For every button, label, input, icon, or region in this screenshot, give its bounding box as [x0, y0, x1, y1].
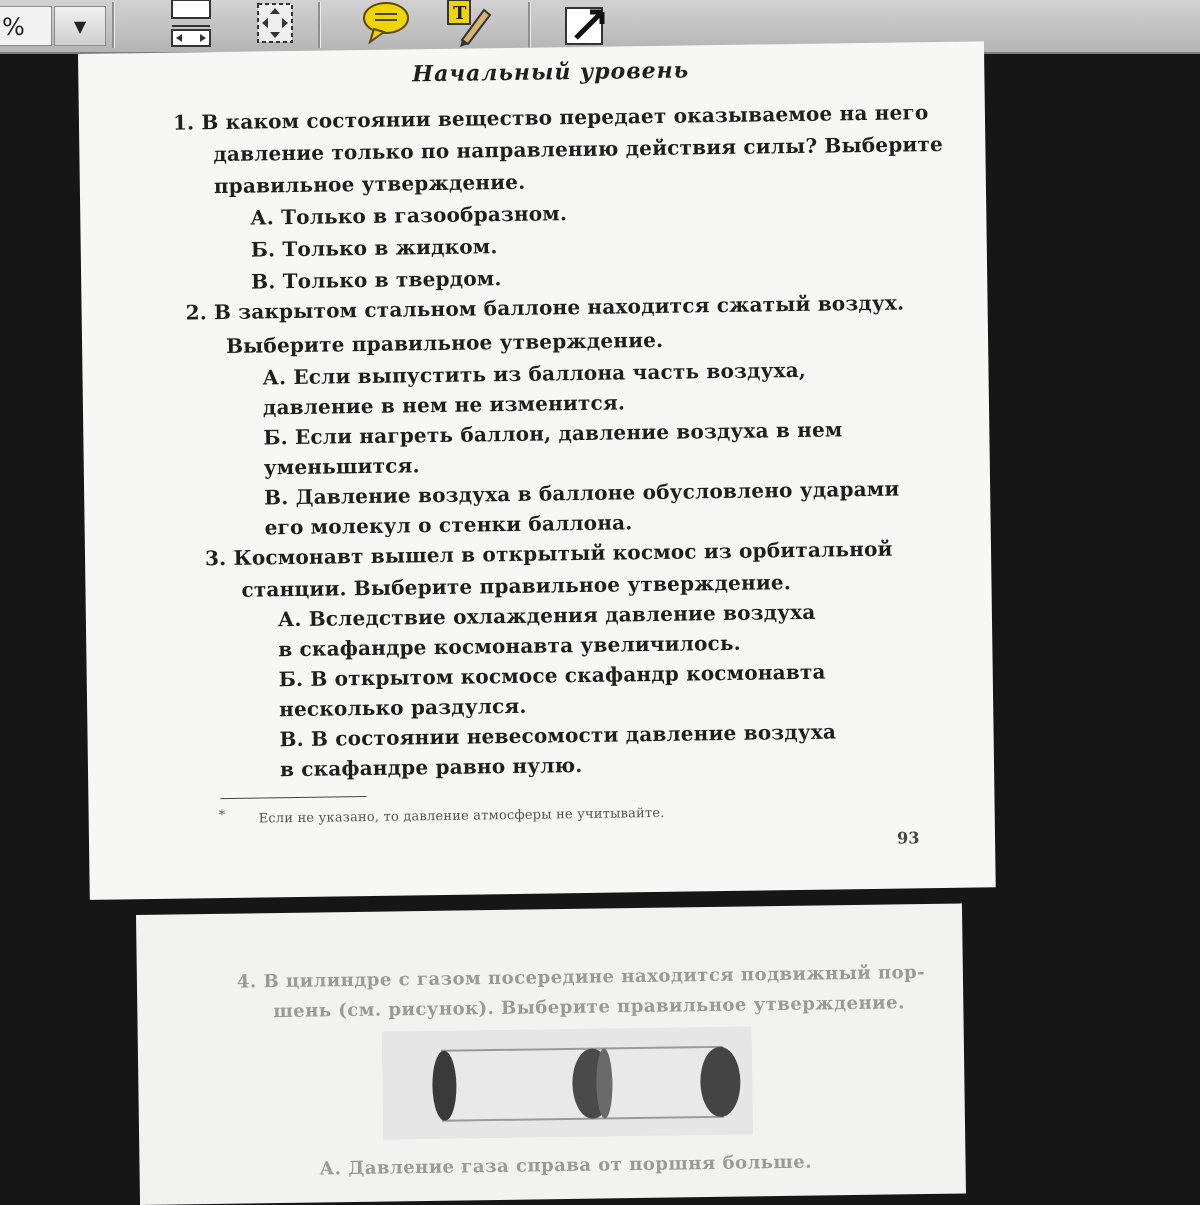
- export-icon: [560, 0, 616, 48]
- chevron-down-icon: ▼: [73, 17, 87, 36]
- fit-page-icon: [246, 0, 302, 48]
- q2-text-line-1: 2. В закрытом стальном баллоне находится сжатый воздух.: [185, 290, 905, 325]
- text-edit-button[interactable]: [440, 0, 496, 48]
- q1-option-a: А. Только в газообразном.: [250, 201, 568, 230]
- q2-option-b-line-1: Б. Если нагреть баллон, давление воздуха в нем: [263, 417, 843, 450]
- q2-option-a-line-1: А. Если выпустить из баллона часть воздуха,: [262, 357, 807, 390]
- q2-option-a-line-2: давление в нем не изменится.: [262, 390, 626, 420]
- document-page-next: [136, 903, 966, 1205]
- cylinder-icon: [382, 1026, 753, 1139]
- q3-option-c-line-2: в скафандре равно нулю.: [279, 753, 583, 782]
- page-number: 93: [896, 828, 920, 848]
- q3-text-line-1: 3. Космонавт вышел в открытый космос из орбитальной: [204, 536, 893, 571]
- q3-option-a-line-2: в скафандре космонавта увеличилось.: [278, 630, 741, 662]
- footnote-mark: *: [218, 808, 226, 824]
- q3-option-b-line-2: несколько раздулся.: [279, 693, 527, 722]
- section-title: Начальный уровень: [412, 57, 690, 88]
- fit-page-button[interactable]: [246, 0, 302, 48]
- svg-text:T: T: [453, 3, 467, 24]
- zoom-input[interactable]: %: [0, 6, 52, 46]
- zoom-dropdown-button[interactable]: [54, 6, 106, 46]
- footnote-text: Если не указано, то давление атмосферы не учитывайте.: [258, 805, 665, 827]
- q1-option-c: В. Только в твердом.: [251, 266, 502, 294]
- q1-text-line-3: правильное утверждение.: [213, 169, 526, 199]
- toolbar-separator: [528, 2, 531, 48]
- q2-option-c-line-2: его молекул о стенки баллона.: [264, 510, 633, 540]
- comment-button[interactable]: [358, 0, 414, 48]
- q2-option-c-line-1: В. Давление воздуха в баллоне обусловлено ударами: [264, 476, 900, 510]
- q4-option-a: А. Давление газа справа от поршня больше.: [319, 1151, 813, 1180]
- page-layout-button[interactable]: [162, 0, 218, 48]
- cylinder-piston-figure: [382, 1026, 753, 1139]
- q1-text-line-2: давление только по направлению действия силы? Выберите: [213, 131, 944, 167]
- toolbar-separator: [112, 2, 115, 48]
- footnote-rule: [220, 796, 366, 799]
- comment-icon: [358, 0, 414, 48]
- document-page: [78, 41, 996, 900]
- export-button[interactable]: [560, 0, 616, 48]
- q3-option-b-line-1: Б. В открытом космосе скафандр космонавта: [278, 659, 826, 692]
- q3-option-c-line-1: В. В состоянии невесомости давление воздуха: [279, 719, 837, 752]
- page-layout-icon: [162, 0, 218, 48]
- q2-text-line-2: Выберите правильное утверждение.: [225, 327, 664, 358]
- q4-text-line-2: шень (см. рисунок). Выберите правильное утверждение.: [273, 992, 905, 1023]
- toolbar-separator: [318, 2, 321, 48]
- q3-text-line-2: станции. Выберите правильное утверждение.: [241, 570, 792, 602]
- q4-text-line-1: 4. В цилиндре с газом посередине находится подвижный пор-: [236, 961, 926, 993]
- text-edit-icon: [440, 0, 496, 48]
- q1-option-b: Б. Только в жидком.: [250, 234, 498, 262]
- q2-option-b-line-2: уменьшится.: [263, 453, 420, 480]
- q3-option-a-line-1: А. Вследствие охлаждения давление воздуха: [277, 599, 816, 632]
- q1-text-line-1: 1. В каком состоянии вещество передает оказываемое на него: [172, 100, 929, 135]
